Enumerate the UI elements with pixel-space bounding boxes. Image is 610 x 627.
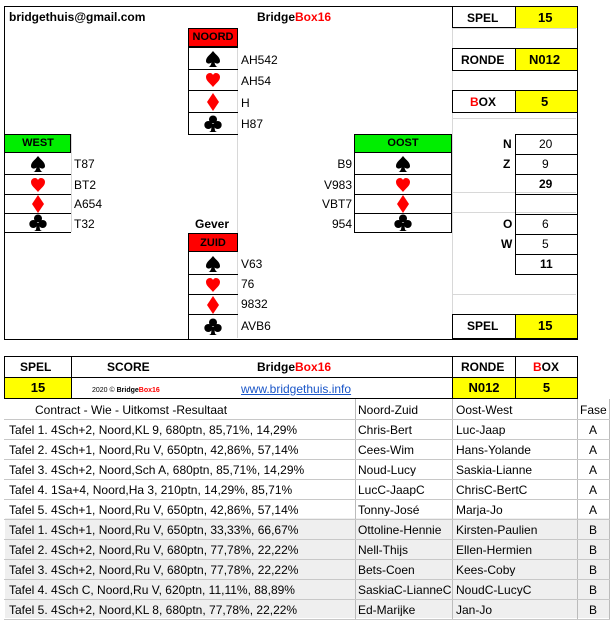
nz-cell: Ed-Marijke (358, 604, 416, 616)
west-spades: T87 (74, 157, 95, 171)
ow-cell: Saskia-Lianne (456, 464, 533, 476)
score-brand-bridge: Bridge (257, 360, 296, 374)
row-divider (4, 519, 610, 520)
contract-cell: Tafel 2. 4Sch+1, Noord,Ru V, 650ptn, 42,86%, 57,14% (9, 444, 299, 456)
ow-cell: Jan-Jo (456, 604, 493, 616)
nz-cell: SaskiaC-LianneC (358, 584, 452, 596)
contract-cell: Tafel 3. 4Sch+2, Noord,Ru V, 680ptn, 77,78%, 22,22% (9, 564, 299, 576)
nz-cell: Chris-Bert (358, 424, 413, 436)
fase-cell: A (588, 444, 597, 456)
score-spel-value: 15 (30, 380, 46, 395)
nz-cell: Noud-Lucy (358, 464, 417, 476)
score-label: SCORE (107, 360, 150, 374)
score-brand-title (257, 361, 331, 373)
ow-cell: Ellen-Hermien (456, 544, 533, 556)
diamond-icon (189, 295, 237, 314)
brand-box: Box (295, 10, 318, 24)
fase-cell: A (588, 504, 597, 516)
noord-diamonds: H (241, 96, 250, 110)
contract-cell: Tafel 2. 4Sch+2, Noord,Ru V, 680ptn, 77,78%, 22,22% (9, 544, 299, 556)
col-contract-header: Contract - Wie - Uitkomst -Resultaat (35, 403, 228, 417)
contract-cell: Tafel 4. 1Sa+4, Noord,Ha 3, 210ptn, 14,29%, 85,71% (9, 484, 293, 496)
noord-clubs: H87 (241, 117, 264, 131)
heart-icon (189, 70, 237, 90)
row-divider (4, 479, 610, 480)
fase-cell: B (588, 604, 597, 616)
score-spel-label: SPEL (20, 360, 52, 374)
brand-bridge: Bridge (257, 10, 296, 24)
row-divider (4, 499, 610, 500)
west-clubs: T32 (74, 217, 95, 231)
copyright-prefix: 2020 © (92, 387, 117, 394)
heart-icon (355, 175, 451, 194)
bottom-spel-label: SPEL (467, 319, 499, 333)
nz-cell: Cees-Wim (358, 444, 414, 456)
hcp-o-label: O (503, 217, 513, 231)
nz-cell: Bets-Coen (358, 564, 415, 576)
spade-icon (189, 48, 237, 69)
contract-cell: Tafel 1. 4Sch+1, Noord,Ru V, 650ptn, 33,33%, 66,67% (9, 524, 299, 536)
nz-cell: LucC-JaapC (358, 484, 425, 496)
col-nz-header: Noord-Zuid (358, 403, 419, 417)
noord-label: NOORD (192, 31, 234, 43)
score-box-value: 5 (542, 380, 551, 395)
contract-cell: Tafel 1. 4Sch+2, Noord,KL 9, 680ptn, 85,71%, 14,29% (9, 424, 298, 436)
west-hearts: BT2 (74, 178, 97, 192)
hcp-nz-total: 29 (539, 177, 553, 191)
heart-icon (189, 275, 237, 294)
row-divider (4, 559, 610, 560)
oost-hearts: V983 (323, 178, 352, 192)
hcp-n-label: N (503, 137, 512, 151)
row-divider (4, 419, 610, 420)
zuid-hearts: 76 (241, 277, 255, 291)
box-label-rest: OX (478, 95, 497, 109)
contract-cell: Tafel 5. 4Sch+2, Noord,KL 8, 680ptn, 77,78%, 22,22% (9, 604, 298, 616)
brand-title (257, 11, 331, 23)
copyright-number: 16 (152, 387, 160, 394)
copyright-text (92, 387, 160, 394)
ow-cell: NoudC-LucyC (456, 584, 532, 596)
contract-cell: Tafel 3. 4Sch+2, Noord,Sch A, 680ptn, 85,71%, 14,29% (9, 464, 305, 476)
spel-label: SPEL (467, 11, 499, 25)
copyright-box: Box (138, 387, 153, 394)
diamond-icon (355, 195, 451, 213)
hcp-w-label: W (501, 237, 513, 251)
hcp-o-value: 6 (542, 217, 549, 231)
score-box-b: B (533, 360, 542, 374)
zuid-diamonds: 9832 (241, 297, 268, 311)
west-diamonds: A654 (74, 197, 103, 211)
ow-cell: Hans-Yolande (456, 444, 531, 456)
fase-cell: A (588, 424, 597, 436)
oost-spades: B9 (337, 157, 352, 171)
row-divider (4, 579, 610, 580)
fase-cell: B (588, 524, 597, 536)
spade-icon (5, 153, 71, 174)
club-icon (355, 214, 451, 232)
fase-cell: B (588, 584, 597, 596)
spade-icon (355, 153, 451, 174)
website-link[interactable]: www.bridgethuis.info (241, 382, 352, 396)
bottom-spel-value: 15 (538, 318, 553, 333)
ronde-value: N012 (529, 52, 561, 67)
fase-cell: A (588, 484, 597, 496)
score-brand-box: Box (295, 360, 318, 374)
oost-label: OOST (387, 137, 419, 149)
noord-hearts: AH54 (241, 74, 272, 88)
box-value: 5 (541, 94, 549, 109)
zuid-label: ZUID (200, 237, 226, 249)
hcp-z-label: Z (503, 157, 511, 171)
score-brand-number: 16 (317, 360, 332, 374)
contract-cell: Tafel 4. 4Sch C, Noord,Ru V, 620ptn, 11,11%, 88,89% (9, 584, 295, 596)
box-label (470, 96, 496, 108)
nz-cell: Tonny-José (358, 504, 420, 516)
ronde-label: RONDE (461, 53, 505, 67)
copyright-bridge: Bridge (116, 387, 139, 394)
row-divider (4, 539, 610, 540)
noord-spades: AH542 (241, 53, 278, 67)
ow-cell: Marja-Jo (456, 504, 503, 516)
contract-cell: Tafel 5. 4Sch+1, Noord,Ru V, 650ptn, 42,86%, 57,14% (9, 504, 299, 516)
spade-icon (189, 253, 237, 274)
oost-diamonds: VBT7 (321, 197, 352, 211)
oost-clubs: 954 (331, 217, 352, 231)
row-divider (4, 619, 610, 620)
hcp-n-value: 20 (539, 137, 553, 151)
fase-cell: A (588, 464, 597, 476)
fase-cell: B (588, 564, 597, 576)
score-box-rest: OX (541, 360, 560, 374)
nz-cell: Nell-Thijs (358, 544, 409, 556)
ow-cell: Luc-Jaap (456, 424, 506, 436)
email-text: bridgethuis@gmail.com (9, 10, 146, 24)
box-label-b: B (470, 95, 479, 109)
zuid-clubs: AVB6 (241, 319, 271, 333)
score-ronde-value: N012 (468, 380, 500, 395)
hcp-w-value: 5 (542, 237, 549, 251)
diamond-icon (189, 91, 237, 112)
row-divider (4, 439, 610, 440)
hcp-z-value: 9 (542, 157, 549, 171)
ow-cell: Kirsten-Paulien (456, 524, 538, 536)
gever-label: Gever (195, 217, 230, 231)
brand-number: 16 (317, 10, 332, 24)
zuid-spades: V63 (241, 257, 263, 271)
diamond-icon (5, 195, 71, 213)
score-ronde-label: RONDE (461, 360, 505, 374)
nz-cell: Ottoline-Hennie (358, 524, 442, 536)
ow-cell: ChrisC-BertC (456, 484, 528, 496)
club-icon (189, 113, 237, 134)
row-divider (4, 599, 610, 600)
col-ow-header: Oost-West (456, 403, 513, 417)
ow-cell: Kees-Coby (456, 564, 516, 576)
west-label: WEST (22, 137, 54, 149)
club-icon (5, 214, 71, 232)
row-divider (4, 459, 610, 460)
col-fase-header: Fase (580, 403, 607, 417)
spel-value: 15 (538, 10, 553, 25)
fase-cell: B (588, 544, 597, 556)
club-icon (189, 315, 237, 339)
score-box-label (533, 361, 559, 373)
hcp-ow-total: 11 (540, 257, 553, 271)
heart-icon (5, 175, 71, 194)
